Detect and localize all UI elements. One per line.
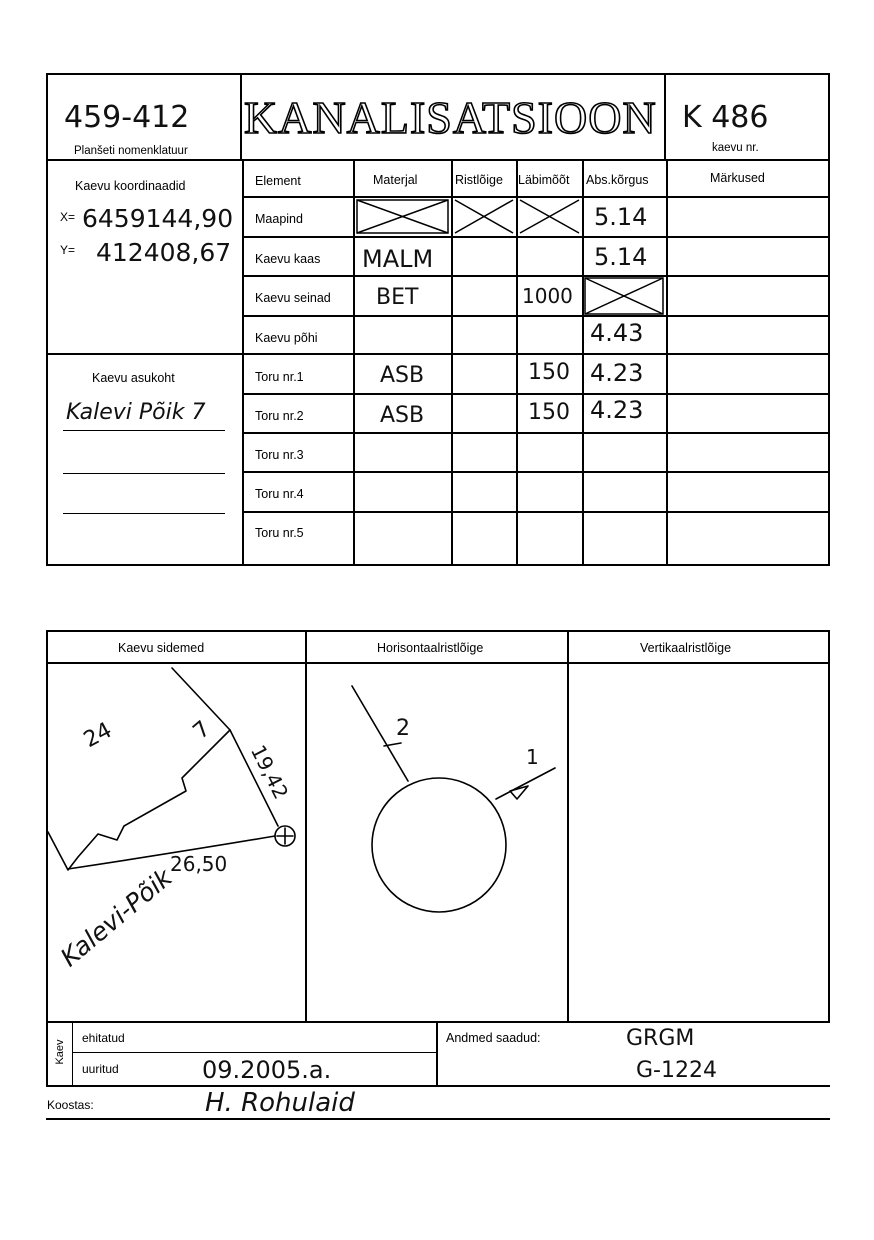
plan-number: 459-412 bbox=[64, 100, 190, 135]
cell-diameter: 1000 bbox=[522, 284, 573, 308]
built-label: ehitatud bbox=[82, 1031, 125, 1045]
col-notes: Märkused bbox=[710, 171, 765, 185]
panel-vertical-title: Vertikaalristlõige bbox=[640, 641, 732, 655]
compiled-label: Koostas: bbox=[47, 1098, 94, 1112]
row-element: Kaevu seinad bbox=[255, 291, 331, 305]
panel-horizontal-title: Horisontaalristlõige bbox=[377, 641, 484, 655]
page-title: KANALISATSIOON bbox=[244, 92, 657, 143]
cell-diameter: 150 bbox=[528, 400, 570, 425]
row-element: Kaevu kaas bbox=[255, 252, 321, 266]
col-material: Materjal bbox=[373, 173, 418, 187]
cell-height: 4.43 bbox=[590, 319, 644, 347]
side-label: Kaev bbox=[54, 1039, 66, 1065]
y-coordinate: 412408,67 bbox=[96, 238, 232, 267]
row-element: Toru nr.5 bbox=[255, 526, 304, 540]
surveyed-label: uuritud bbox=[82, 1062, 119, 1076]
surveyed-value: 09.2005.a. bbox=[202, 1056, 332, 1084]
well-id: K 486 bbox=[682, 100, 769, 135]
location-label: Kaevu asukoht bbox=[92, 371, 175, 385]
cell-height: 4.23 bbox=[590, 396, 644, 424]
row-element: Toru nr.3 bbox=[255, 448, 304, 462]
property-boundary bbox=[48, 668, 230, 870]
row-element: Maapind bbox=[255, 212, 303, 226]
pipe-2-label: 2 bbox=[396, 716, 410, 741]
dim-24: 24 bbox=[79, 717, 117, 754]
cell-height: 5.14 bbox=[594, 203, 648, 231]
dim-7: 7 bbox=[188, 716, 216, 745]
col-cross: Ristlõige bbox=[455, 173, 503, 187]
well-circle bbox=[372, 778, 506, 912]
pipe-1-arrow bbox=[510, 786, 528, 799]
dim-2650: 26,50 bbox=[170, 852, 228, 876]
location-value: Kalevi Põik 7 bbox=[66, 400, 206, 425]
cell-material: BET bbox=[376, 285, 419, 310]
street-name: Kalevi-Põik bbox=[55, 862, 178, 973]
data-from-value-2: G-1224 bbox=[636, 1058, 717, 1083]
plan-label: Planšeti nomenklatuur bbox=[74, 145, 188, 157]
coord-label: Kaevu koordinaadid bbox=[75, 179, 186, 193]
row-element: Kaevu põhi bbox=[255, 331, 318, 345]
x-prefix: X= bbox=[60, 210, 76, 224]
cell-material: ASB bbox=[380, 403, 425, 428]
row-element: Toru nr.1 bbox=[255, 370, 304, 384]
cell-height: 4.23 bbox=[590, 359, 644, 387]
well-id-label: kaevu nr. bbox=[712, 142, 759, 154]
compiled-value: H. Rohulaid bbox=[205, 1088, 355, 1118]
cell-material: ASB bbox=[380, 363, 425, 388]
cell-diameter: 150 bbox=[528, 360, 570, 385]
cell-material: MALM bbox=[362, 245, 434, 273]
col-height: Abs.kõrgus bbox=[586, 173, 649, 187]
row-element: Toru nr.2 bbox=[255, 409, 304, 423]
x-coordinate: 6459144,90 bbox=[82, 204, 234, 233]
panel-ties-title: Kaevu sidemed bbox=[118, 641, 205, 655]
row-element: Toru nr.4 bbox=[255, 487, 304, 501]
pipe-1-line bbox=[496, 768, 555, 799]
data-from-value-1: GRGM bbox=[626, 1026, 695, 1051]
pipe-1-label: 1 bbox=[526, 745, 539, 769]
y-prefix: Y= bbox=[60, 243, 76, 257]
dim-1942: 19,42 bbox=[245, 741, 294, 803]
cell-height: 5.14 bbox=[594, 243, 648, 271]
col-diameter: Läbimõõt bbox=[518, 173, 570, 187]
data-from-label: Andmed saadud: bbox=[446, 1031, 541, 1045]
col-element: Element bbox=[255, 174, 301, 188]
